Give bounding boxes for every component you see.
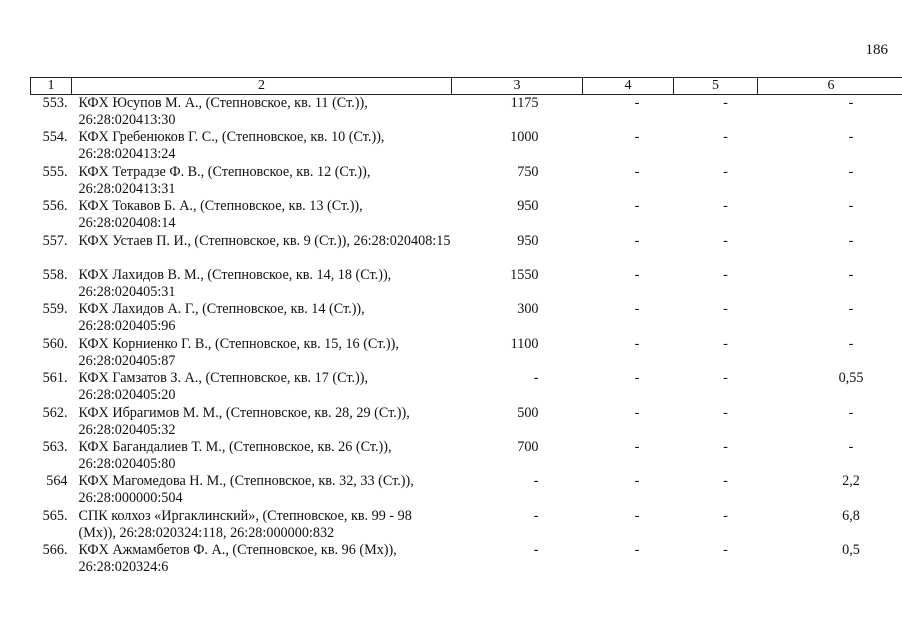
row-description: КФХ Юсупов М. А., (Степновское, кв. 11 (Ст.)), 26:28:020413:30: [78, 95, 368, 128]
column-header-1: 1: [31, 78, 72, 95]
table-header: [31, 78, 902, 95]
row-number: 554.: [42, 129, 68, 146]
row-description: КФХ Багандалиев Т. М., (Степновское, кв. 26 (Ст.)), 26:28:020405:80: [78, 438, 392, 472]
row-value-col3: 950: [517, 232, 539, 249]
table-row: [31, 164, 902, 198]
row-number: 564: [46, 473, 68, 490]
row-number: 559.: [42, 301, 68, 318]
row-description: КФХ Ибрагимов М. М., (Степновское, кв. 28, 29 (Ст.)), 26:28:020405:32: [78, 404, 410, 438]
table-row: [31, 370, 902, 404]
row-value-col4: -: [634, 129, 640, 146]
table-row: [31, 405, 902, 439]
column-header-5: 5: [674, 78, 758, 95]
row-number: 556.: [42, 198, 68, 215]
row-value-col4: -: [634, 507, 640, 524]
row-number: 566.: [42, 542, 68, 559]
row-value-col4: -: [634, 163, 640, 180]
row-value-col4: -: [634, 370, 640, 387]
row-value-col5: -: [723, 163, 728, 180]
row-value-col5: -: [723, 198, 728, 215]
table-row: [31, 336, 902, 370]
row-value-col6: 6,8: [842, 507, 860, 524]
row-value-col5: -: [723, 473, 728, 490]
table-row: [31, 95, 902, 130]
row-value-col3: -: [533, 473, 539, 490]
row-value-col4: -: [634, 266, 640, 283]
registry-table: [30, 77, 902, 576]
row-description: КФХ Токавов Б. А., (Степновское, кв. 13 (Ст.)), 26:28:020408:14: [78, 198, 363, 232]
row-value-col4: -: [634, 438, 640, 455]
row-description: КФХ Ажмамбетов Ф. А., (Степновское, кв. 96 (Мх)), 26:28:020324:6: [78, 542, 397, 576]
row-value-col5: -: [723, 507, 728, 524]
row-value-col6: -: [848, 129, 854, 146]
row-description: КФХ Магомедова Н. М., (Степновское, кв. 32, 33 (Ст.)), 26:28:000000:504: [78, 473, 414, 507]
row-description: КФХ Лахидов А. Г., (Степновское, кв. 14 (Ст.)), 26:28:020405:96: [78, 301, 365, 335]
row-description: КФХ Гребенюков Г. С., (Степновское, кв. 10 (Ст.)), 26:28:020413:24: [78, 129, 385, 163]
row-description: КФХ Гамзатов З. А., (Степновское, кв. 17 (Ст.)), 26:28:020405:20: [78, 370, 369, 404]
row-value-col6: -: [848, 301, 854, 318]
row-value-col5: -: [723, 335, 728, 352]
row-value-col3: 1100: [510, 335, 539, 352]
row-value-col3: 500: [517, 404, 539, 421]
header-row: [31, 78, 902, 95]
row-value-col6: -: [848, 95, 854, 111]
row-value-col5: -: [723, 542, 728, 559]
table-body: [31, 95, 902, 577]
page-number: 186: [865, 42, 888, 58]
table-row: [31, 233, 902, 267]
row-number: 563.: [42, 438, 68, 455]
column-header-3: 3: [452, 78, 583, 95]
row-value-col3: 950: [517, 198, 539, 215]
row-value-col5: -: [723, 301, 728, 318]
row-number: 558.: [42, 266, 68, 283]
row-value-col5: -: [723, 266, 728, 283]
table-row: [31, 267, 902, 301]
row-value-col3: 300: [517, 301, 539, 318]
column-header-6: 6: [758, 78, 902, 95]
row-value-col6: -: [848, 438, 854, 455]
row-value-col6: -: [848, 163, 854, 180]
row-value-col3: 750: [517, 163, 539, 180]
row-value-col6: -: [848, 198, 854, 215]
table-row: [31, 198, 902, 232]
row-number: 565.: [42, 507, 68, 524]
column-header-4: 4: [583, 78, 674, 95]
row-value-col5: -: [723, 232, 728, 249]
row-value-col5: -: [723, 129, 728, 146]
row-value-col6: -: [848, 404, 854, 421]
row-value-col6: -: [848, 335, 854, 352]
table-row: [31, 508, 902, 542]
row-value-col4: -: [634, 473, 640, 490]
row-value-col3: -: [533, 370, 539, 387]
row-value-col4: -: [634, 232, 640, 249]
table-row: [31, 129, 902, 163]
row-number: 555.: [42, 163, 68, 180]
row-number: 557.: [42, 232, 68, 249]
row-description: КФХ Корниенко Г. В., (Степновское, кв. 15, 16 (Ст.)), 26:28:020405:87: [78, 335, 399, 369]
row-value-col5: -: [723, 404, 728, 421]
table-row: [31, 542, 902, 576]
row-value-col3: 1175: [510, 95, 539, 111]
row-value-col5: -: [723, 95, 728, 111]
row-value-col4: -: [634, 95, 640, 111]
row-value-col4: -: [634, 335, 640, 352]
row-number: 560.: [42, 335, 68, 352]
row-value-col3: -: [533, 507, 539, 524]
row-value-col3: 1000: [510, 129, 539, 146]
table-row: [31, 473, 902, 507]
row-value-col4: -: [634, 301, 640, 318]
row-value-col4: -: [634, 542, 640, 559]
row-description: КФХ Тетрадзе Ф. В., (Степновское, кв. 12 (Ст.)), 26:28:020413:31: [78, 163, 371, 197]
row-value-col3: 700: [517, 438, 539, 455]
row-number: 561.: [42, 370, 68, 387]
row-value-col5: -: [723, 370, 728, 387]
row-value-col6: -: [848, 232, 854, 249]
row-value-col3: -: [533, 542, 539, 559]
row-value-col6: 2,2: [842, 473, 860, 490]
row-value-col5: -: [723, 438, 728, 455]
table-row: [31, 439, 902, 473]
row-description: КФХ Устаев П. И., (Степновское, кв. 9 (Ст.)), 26:28:020408:15: [78, 232, 451, 249]
row-value-col4: -: [634, 404, 640, 421]
row-value-col6: 0,55: [838, 370, 864, 387]
column-header-2: 2: [72, 78, 452, 95]
row-description: КФХ Лахидов В. М., (Степновское, кв. 14, 18 (Ст.)), 26:28:020405:31: [78, 266, 392, 300]
row-number: 562.: [42, 404, 68, 421]
row-description: СПК колхоз «Иргаклинский», (Степновское, кв. 99 - 98 (Мх)), 26:28:020324:118, 26:28:000000:832: [78, 507, 412, 541]
row-value-col3: 1550: [510, 266, 539, 283]
row-value-col4: -: [634, 198, 640, 215]
row-value-col6: -: [848, 266, 854, 283]
table-row: [31, 301, 902, 335]
row-number: 553.: [42, 95, 68, 111]
row-value-col6: 0,5: [842, 542, 860, 559]
